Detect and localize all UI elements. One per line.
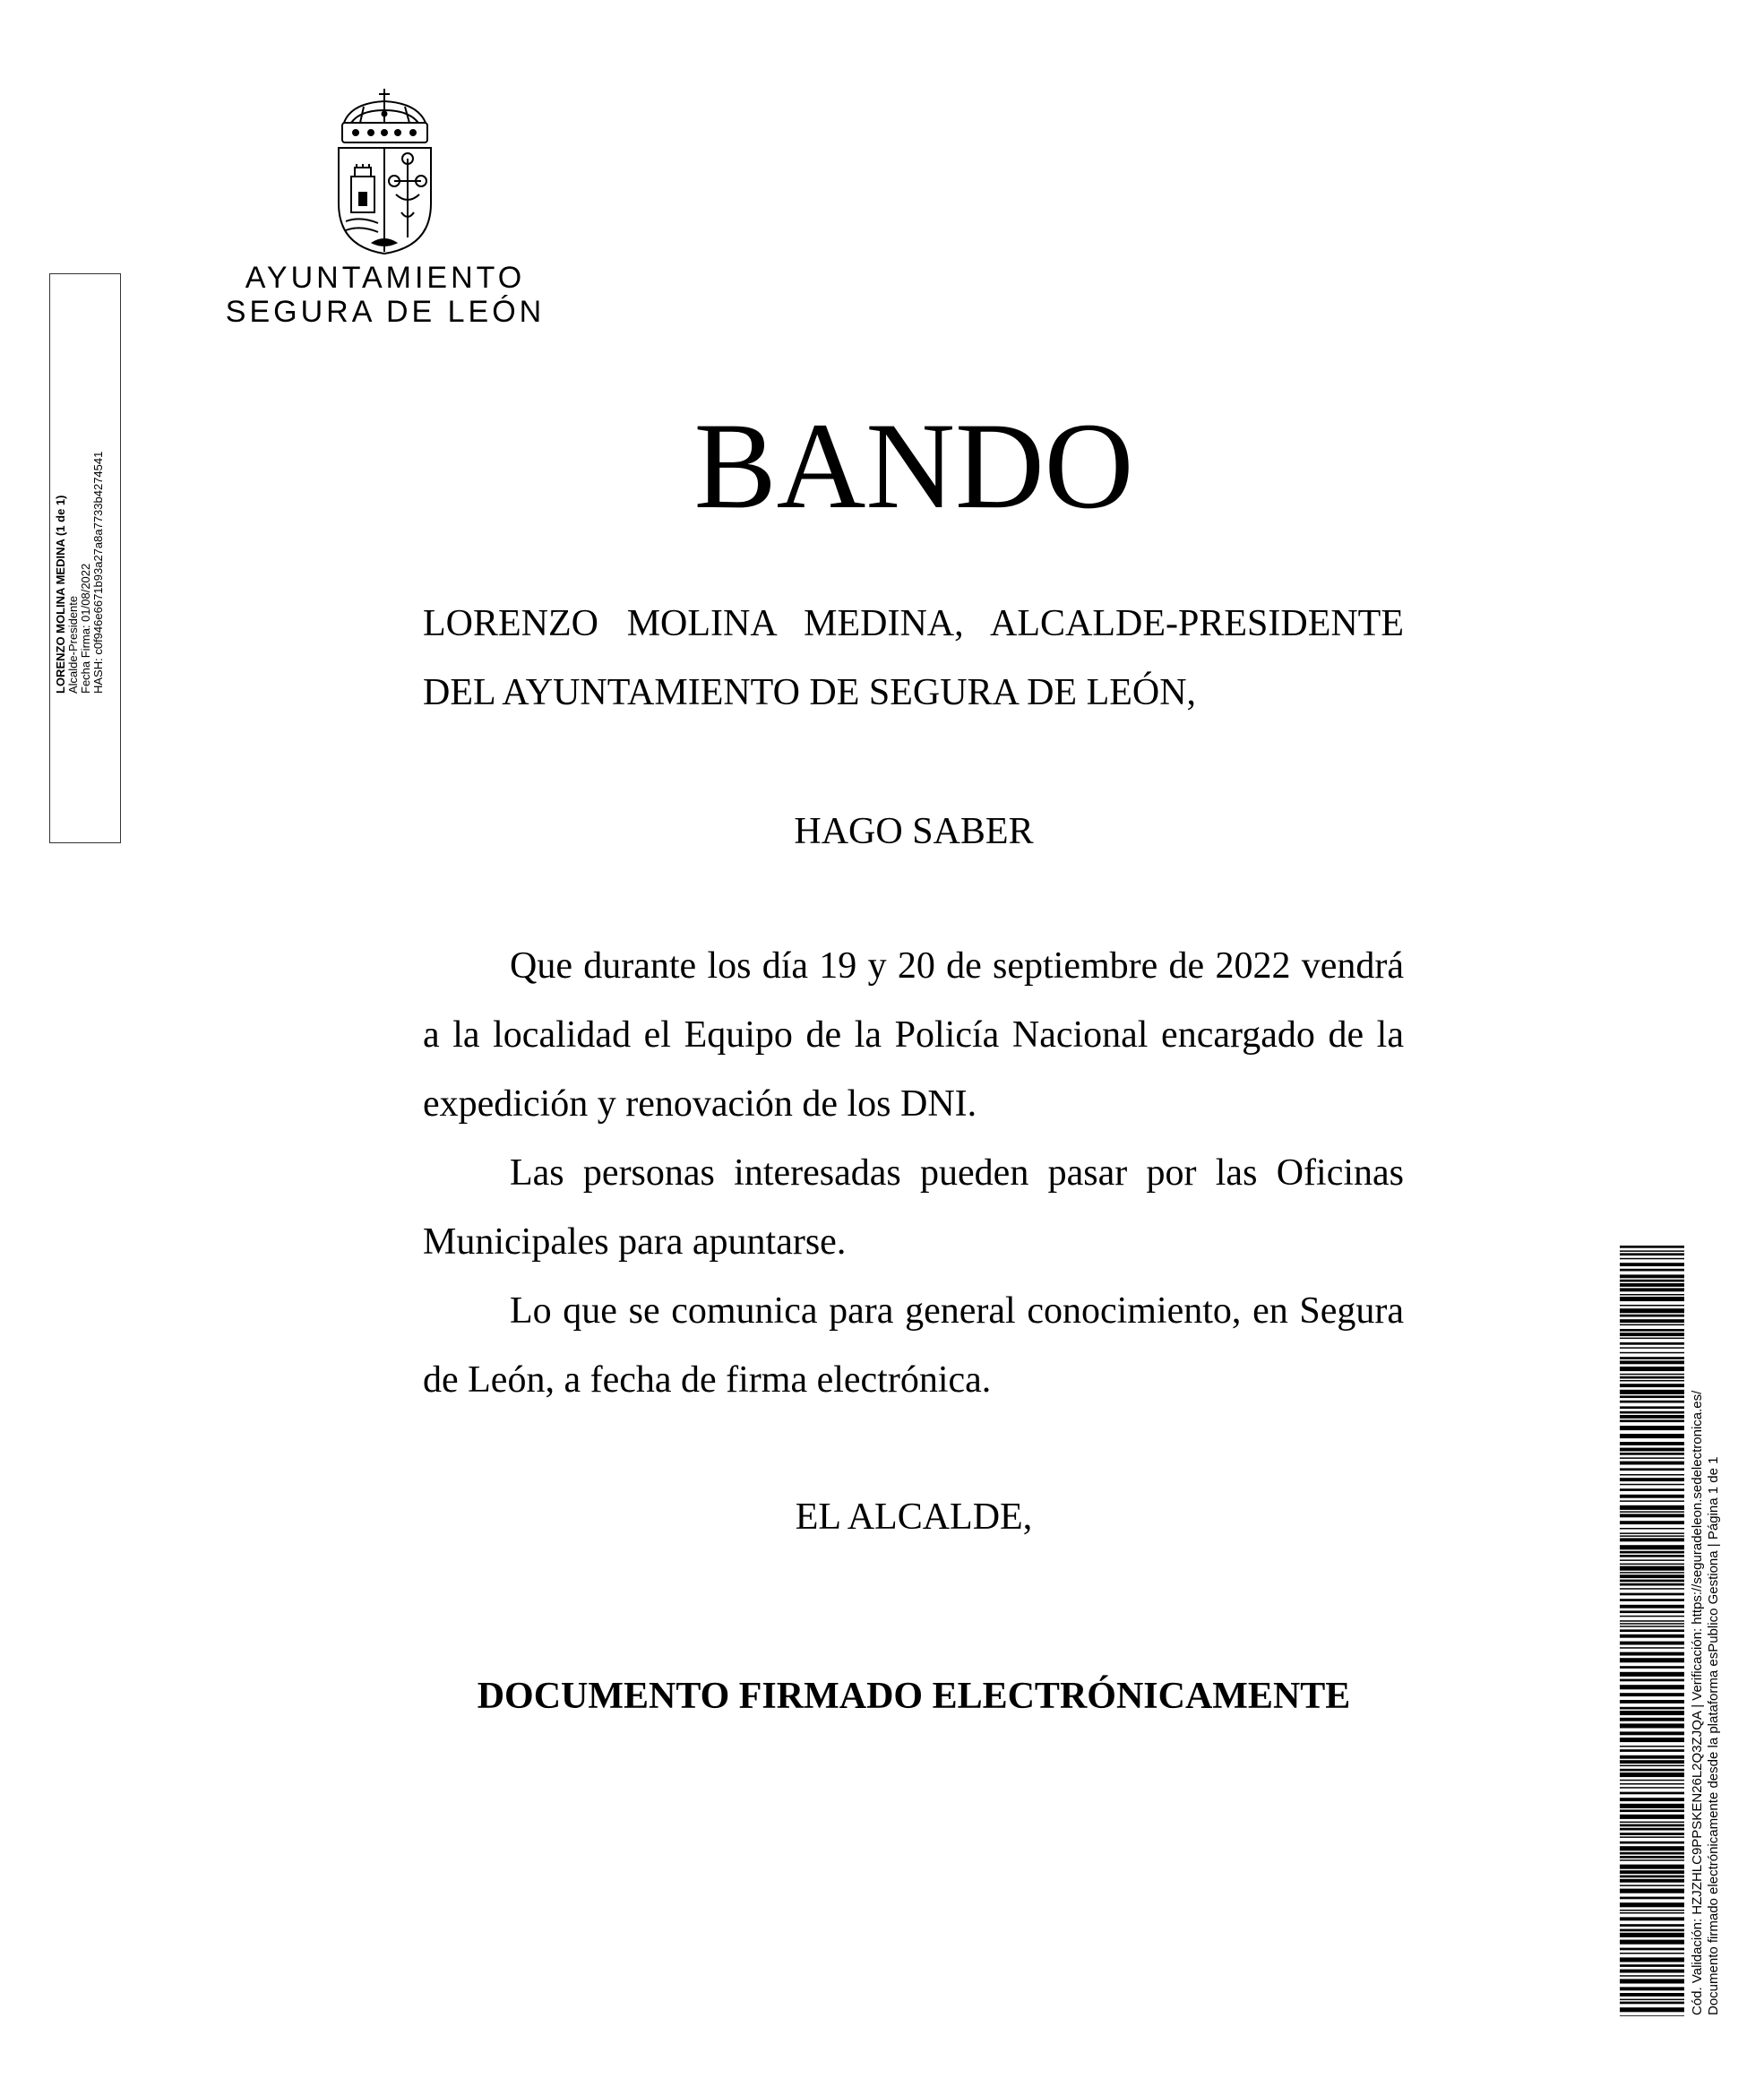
signer-role: Alcalde-Presidente (66, 595, 80, 694)
body-paragraph-3: Lo que se comunica para general conocimiento, en Segura de León, a fecha de firma electrónica. (423, 1290, 1404, 1401)
validation-code-line: Cód. Validación: HZJZHLC9PPSKEN26L2Q3ZJQA | Verificación: https://seguradeleon.sedelectronica.es/ (1690, 1390, 1705, 2015)
validation-platform-line: Documento firmado electrónicamente desde la plataforma esPublico Gestiona | Página 1 de 1 (1706, 1456, 1721, 2015)
org-name-line1: AYUNTAMIENTO (245, 261, 526, 295)
document-title: BANDO (693, 397, 1134, 534)
validation-footer (1690, 1209, 1722, 2015)
signature-date: Fecha Firma: 01/08/2022 (79, 563, 92, 694)
electronic-signature-note: DOCUMENTO FIRMADO ELECTRÓNICAMENTE (477, 1676, 1351, 1717)
body-paragraph-2: Las personas interesadas pueden pasar por las Oficinas Municipales para apuntarse. (423, 1152, 1404, 1263)
org-name-line2: SEGURA DE LEÓN (225, 295, 546, 329)
signer-name: LORENZO MOLINA MEDINA (1 de 1) (54, 495, 67, 694)
signature-hash: HASH: c0f946e6671b93a27a8a7733b4274541 (91, 451, 105, 694)
hago-saber-heading: HAGO SABER (794, 811, 1034, 852)
body-paragraph-1: Que durante los día 19 y 20 de septiembre de 2022 vendrá a la localidad el Equipo de la Policía Nacional encargado de la expedición y renovación de los DNI. (423, 945, 1404, 1125)
issuer-paragraph: LORENZO MOLINA MEDINA, ALCALDE-PRESIDENTE DEL AYUNTAMIENTO DE SEGURA DE LEÓN, (423, 603, 1404, 713)
closing-signature-line: EL ALCALDE, (795, 1497, 1033, 1538)
barcode-icon (1620, 1246, 1684, 2016)
coat-of-arms-icon (333, 87, 436, 255)
